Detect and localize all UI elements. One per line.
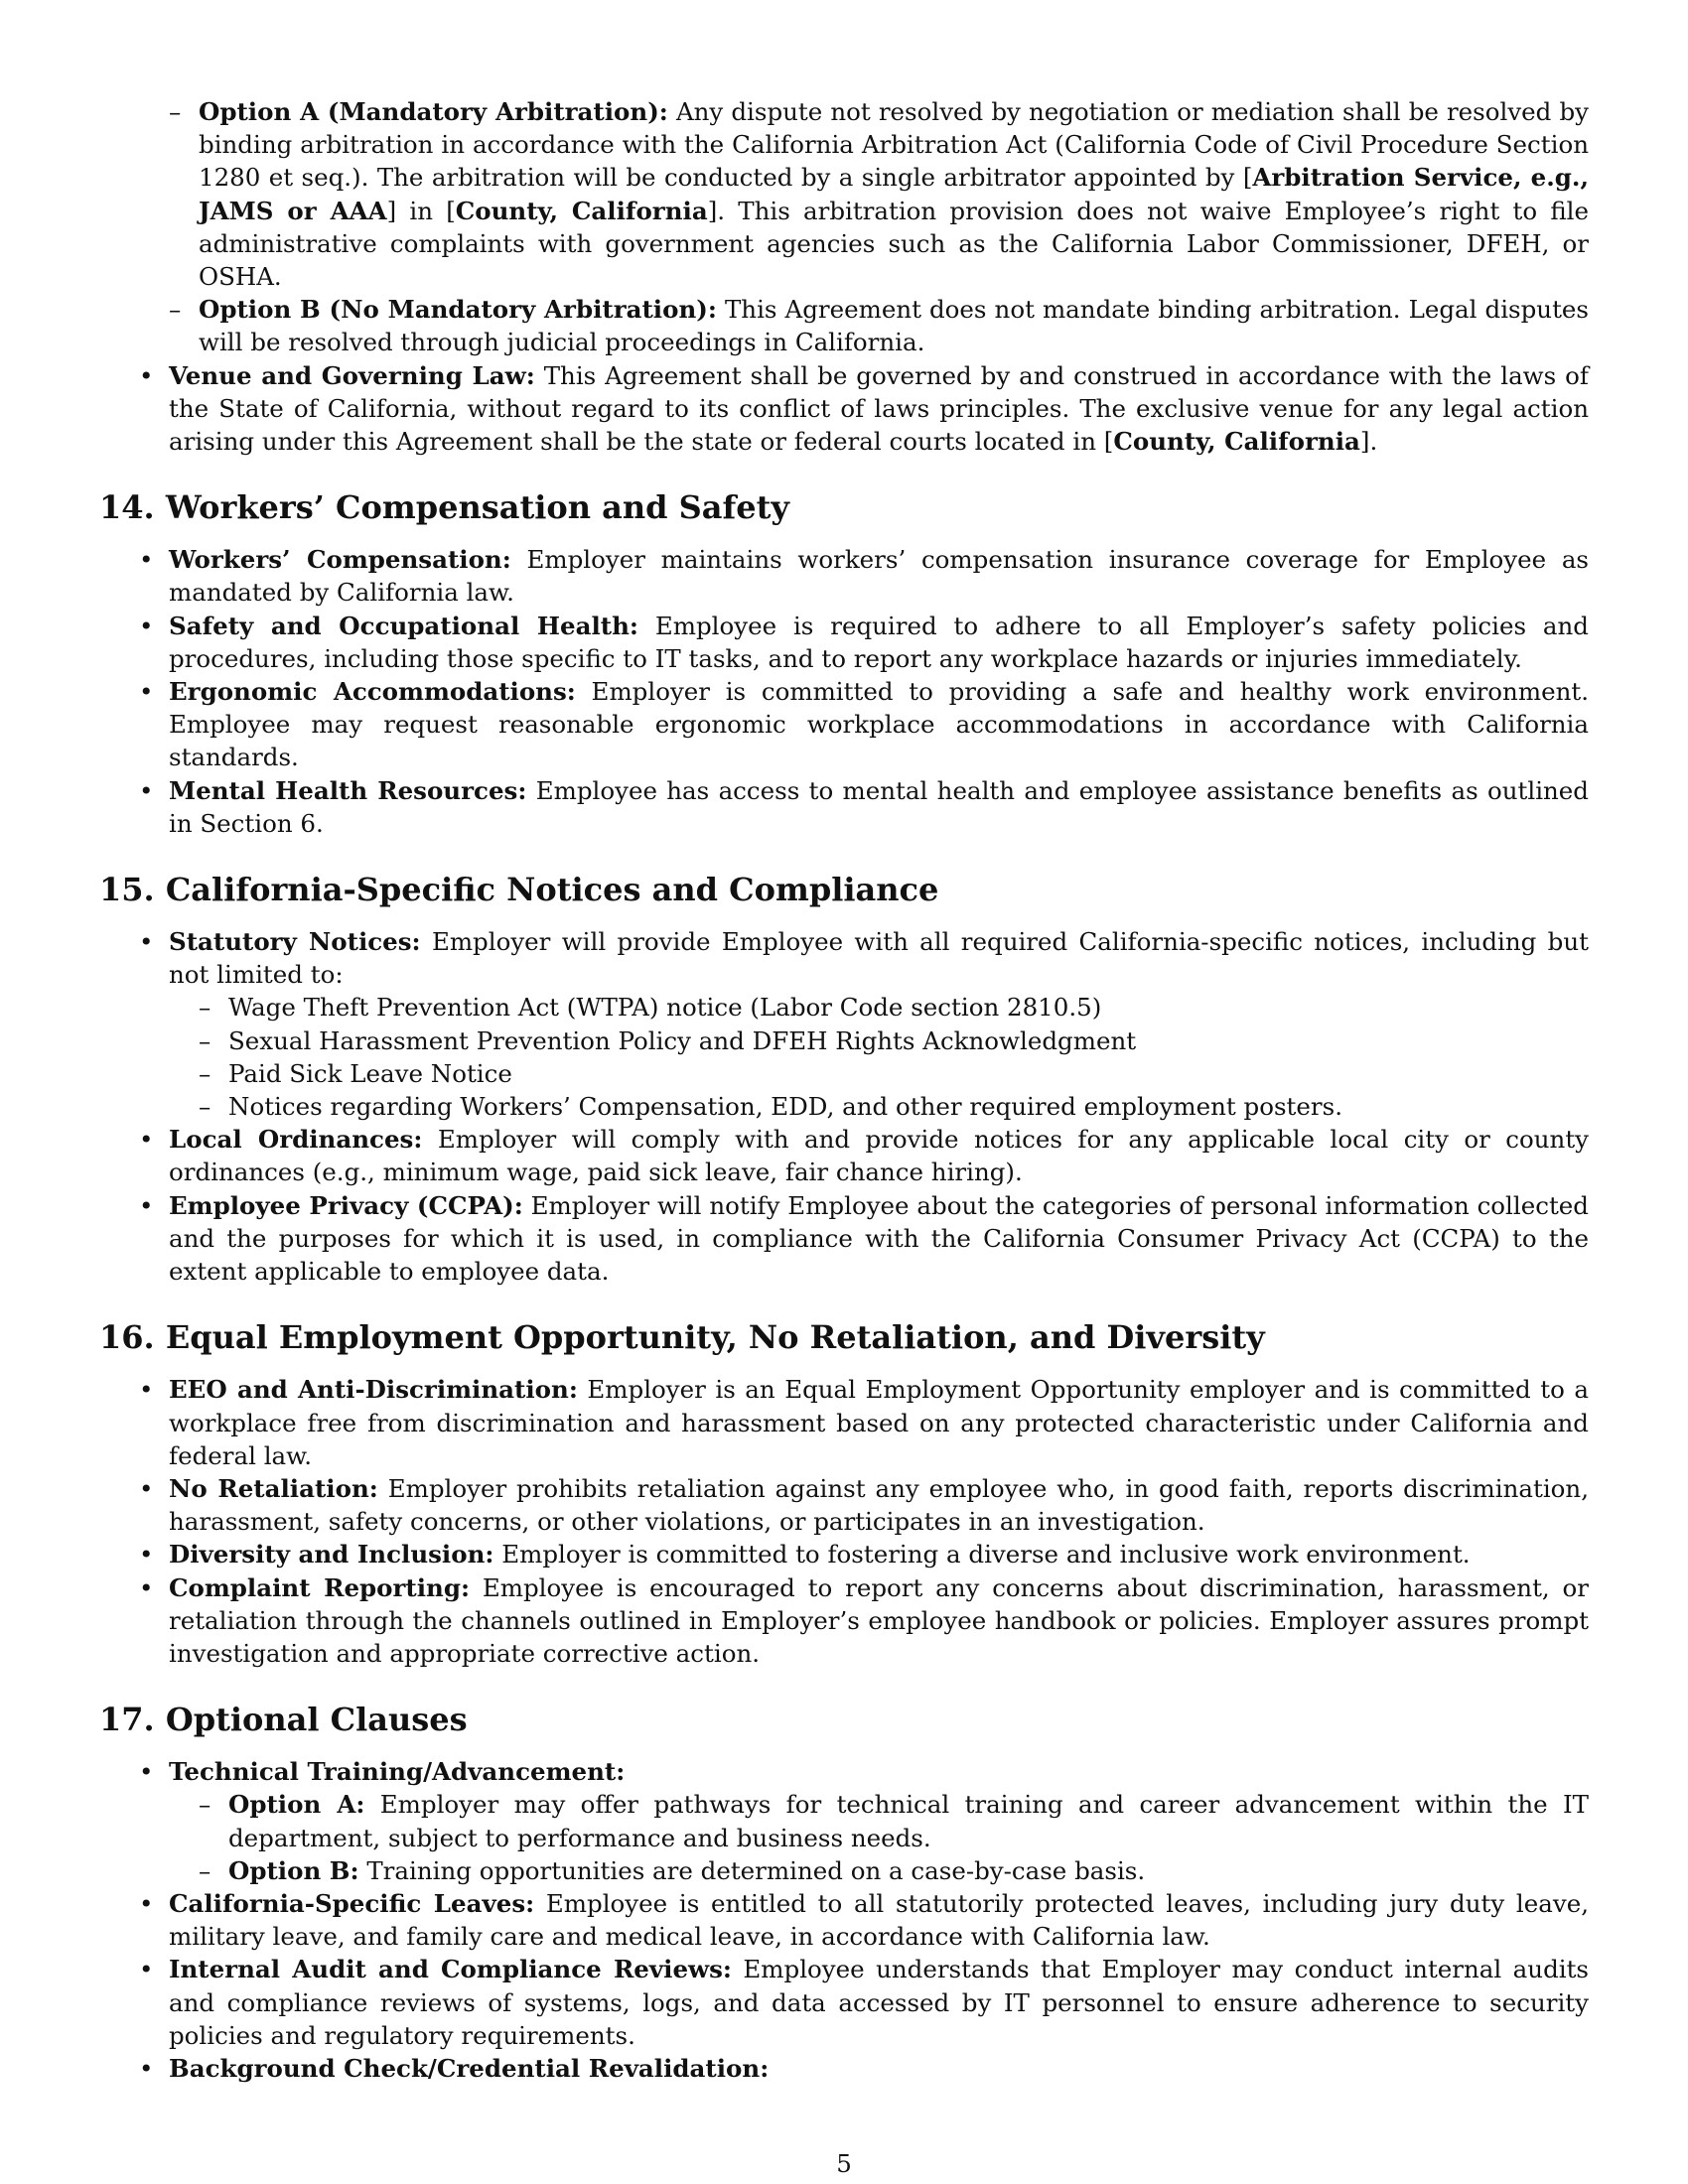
- section-14-title: 14. Workers’ Compensation and Safety: [99, 488, 789, 527]
- local-ordinances-item: • Local Ordinances: Employer will comply with and provide notices for any applicable local city or county ordinances (e.g., minimum wage, paid sick leave, fair chance hiring).: [99, 1123, 1589, 1188]
- notice-item: – Paid Sick Leave Notice: [169, 1057, 1589, 1090]
- placeholder-county: County, California: [455, 196, 708, 225]
- section-16-list: [99, 1373, 1589, 1670]
- list-item: • Complaint Reporting: Employee is encouraged to report any concerns about discrimination, harassment, or retaliation through the channels outlined in Employer’s employee handbook or policies. Employer assures prompt investigation and appropriate corrective action.: [99, 1571, 1589, 1671]
- page-number: 5: [836, 2149, 852, 2178]
- option-label: Option B (No Mandatory Arbitration):: [199, 295, 717, 325]
- list-item: • Safety and Occupational Health: Employee is required to adhere to all Employer’s safety policies and procedures, including those specific to IT tasks, and to report any workplace hazards or injuries immediately.: [99, 610, 1589, 675]
- section-17-list: [99, 1755, 1589, 2085]
- section-13-continuation: [99, 95, 1589, 458]
- employee-privacy-item: • Employee Privacy (CCPA): Employer will notify Employee about the categories of personal information collected and the purposes for which it is used, in compliance with the California Consumer Privacy Act (CCPA) to the extent applicable to employee data.: [99, 1189, 1589, 1289]
- item-label: Venue and Governing Law:: [169, 360, 535, 390]
- venue-list: [99, 359, 1589, 459]
- section-15-title: 15. California-Specific Notices and Compliance: [99, 871, 939, 909]
- option-b-no-mandatory-arbitration: – Option B (No Mandatory Arbitration): This Agreement does not mandate binding arbitration. Legal disputes will be resolved through judicial proceedings in California.: [139, 293, 1589, 358]
- california-leaves-item: • California-Specific Leaves: Employee is entitled to all statutorily protected leaves, including jury duty leave, military leave, and family care and medical leave, in accordance with California law.: [99, 1887, 1589, 1953]
- notice-item: – Wage Theft Prevention Act (WTPA) notice (Labor Code section 2810.5): [169, 991, 1589, 1024]
- notice-item: – Notices regarding Workers’ Compensation, EDD, and other required employment posters.: [169, 1090, 1589, 1123]
- section-14-list: [99, 543, 1589, 840]
- statutory-notices-item: • Statutory Notices: Employer will provide Employee with all required California-specific notices, including but not limited to: – Wage Theft Prevention Act (WTPA) notice (Labor Code section 2810.5) – Sexual Harassment Prevention Policy and DFEH Rights Acknowledgment – Paid Sick Leave Notice – Notices regarding Workers’ Compensation, EDD, and other required employment posters.: [99, 925, 1589, 1123]
- list-item: • EEO and Anti-Discrimination: Employer is an Equal Employment Opportunity employer and is committed to a workplace free from discrimination and harassment based on any protected characteristic under California and federal law.: [99, 1373, 1589, 1472]
- option-a-mandatory-arbitration: – Option A (Mandatory Arbitration): Any dispute not resolved by negotiation or mediation shall be resolved by binding arbitration in accordance with the California Arbitration Act (California Code of Civil Procedure Section 1280 et seq.). The arbitration will be conducted by a single arbitrator appointed by [Arbitration Service, e.g., JAMS or AAA] in [County, California]. This arbitration provision does not waive Employee’s right to file administrative complaints with government agencies such as the California Labor Commissioner, DFEH, or OSHA.: [139, 95, 1589, 293]
- venue-governing-law-item: • Venue and Governing Law: This Agreement shall be governed by and construed in accordance with the laws of the State of California, without regard to its conflict of laws principles. The exclusive venue for any legal action arising under this Agreement shall be the state or federal courts located in [County, California].: [99, 359, 1589, 459]
- list-item: • Diversity and Inclusion: Employer is committed to fostering a diverse and inclusive work environment.: [99, 1538, 1589, 1570]
- background-check-item: • Background Check/Credential Revalidation:: [99, 2052, 1589, 2085]
- placeholder-arbitration-service: Arbitration Service, e.g., JAMS or AAA: [199, 163, 1589, 225]
- option-b: – Option B: Training opportunities are determined on a case-by-case basis.: [169, 1854, 1589, 1887]
- placeholder-county: County, California: [1113, 427, 1360, 457]
- internal-audit-item: • Internal Audit and Compliance Reviews: Employee understands that Employer may conduct internal audits and compliance reviews of systems, logs, and data accessed by IT personnel to ensure adherence to security policies and regulatory requirements.: [99, 1953, 1589, 2052]
- option-label: Option A (Mandatory Arbitration):: [199, 97, 668, 126]
- list-item: • Ergonomic Accommodations: Employer is committed to providing a safe and healthy work environment. Employee may request reasonable ergonomic workplace accommodations in accordance with California standards.: [99, 675, 1589, 774]
- list-item: • No Retaliation: Employer prohibits retaliation against any employee who, in good faith, reports discrimination, harassment, safety concerns, or other violations, or participates in an investigation.: [99, 1472, 1589, 1538]
- technical-training-item: • Technical Training/Advancement: – Option A: Employer may offer pathways for technical training and career advancement within the IT department, subject to performance and business needs. – Option B: Training opportunities are determined on a case-by-case basis.: [99, 1755, 1589, 1887]
- list-item: • Workers’ Compensation: Employer maintains workers’ compensation insurance coverage for Employee as mandated by California law.: [99, 543, 1589, 609]
- arbitration-options: [99, 95, 1589, 359]
- list-item: • Mental Health Resources: Employee has access to mental health and employee assistance benefits as outlined in Section 6.: [99, 774, 1589, 840]
- section-15-list: [99, 925, 1589, 1288]
- notice-item: – Sexual Harassment Prevention Policy and DFEH Rights Acknowledgment: [169, 1024, 1589, 1057]
- document-page: [99, 95, 1589, 2085]
- section-17-title: 17. Optional Clauses: [99, 1701, 468, 1739]
- section-16-title: 16. Equal Employment Opportunity, No Retaliation, and Diversity: [99, 1318, 1265, 1357]
- notices-sublist: [169, 991, 1589, 1123]
- training-options: [169, 1788, 1589, 1887]
- option-a: – Option A: Employer may offer pathways for technical training and career advancement within the IT department, subject to performance and business needs.: [169, 1788, 1589, 1853]
